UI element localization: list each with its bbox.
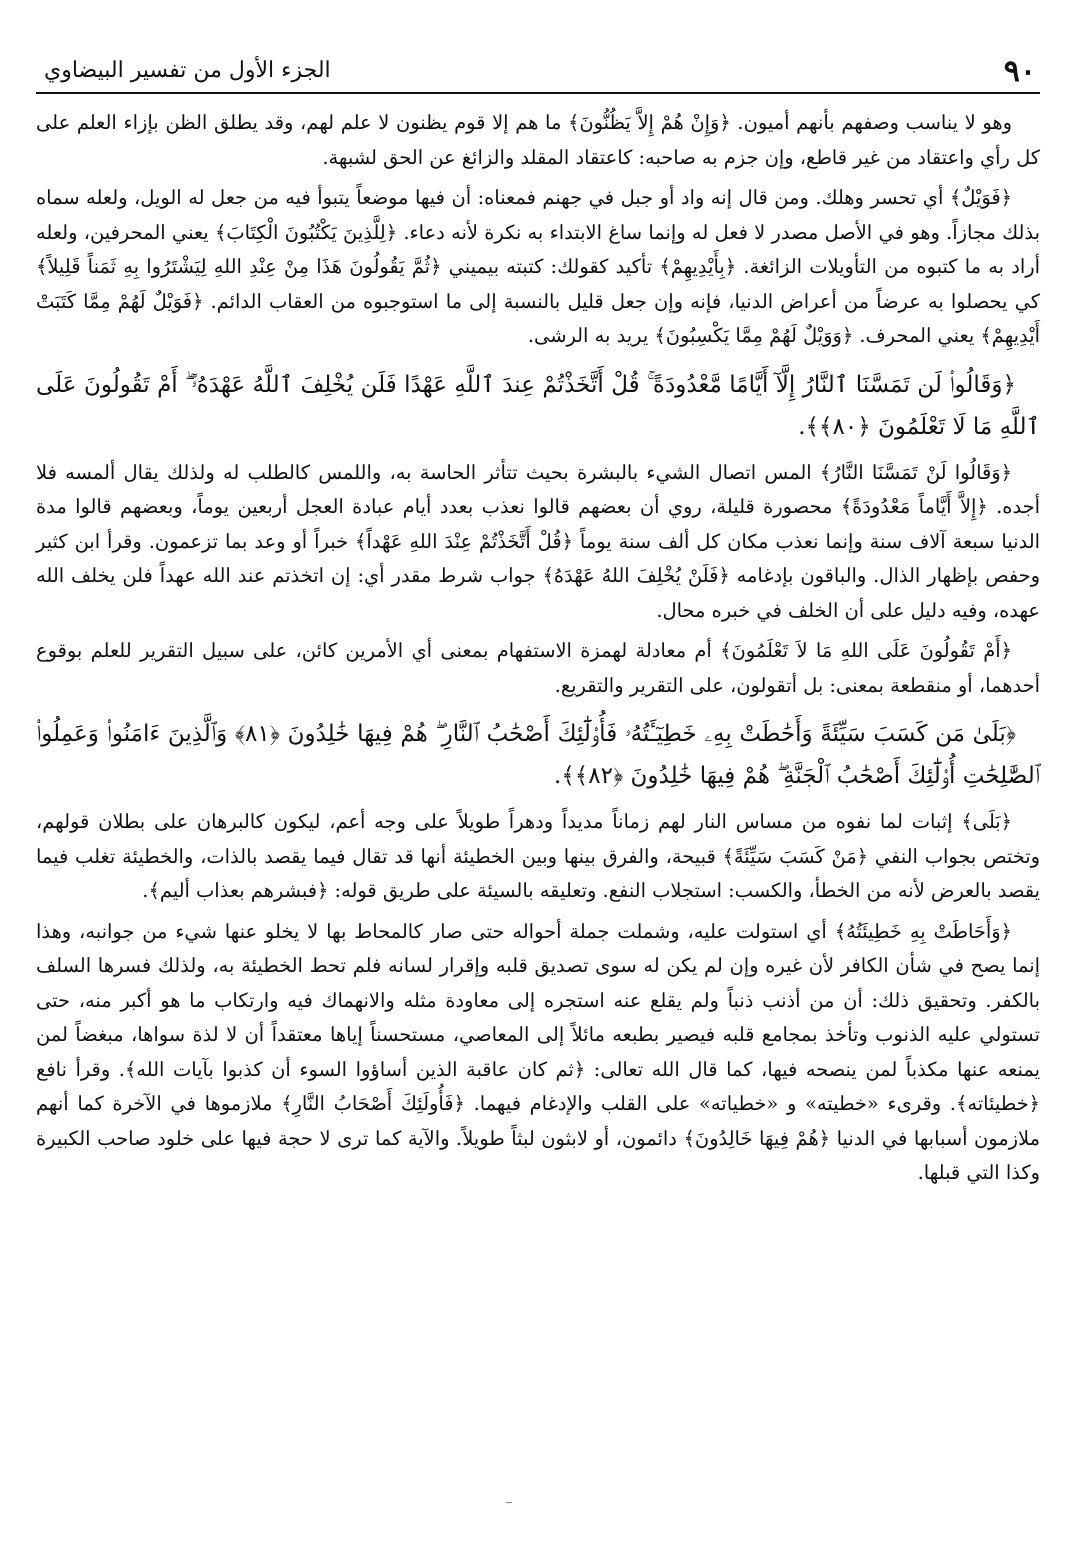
commentary-text: [36, 106, 1040, 1191]
paragraph: ﴿وَأَحَاطَتْ بِهِ خَطِيئَتُهُ﴾ أي استولت عليه، وشملت جملة أحواله حتى صار كالمحاط بها لا يخلو عنها شيء من جوانبه، وهذا إنما يصح في شأن الكافر لأن غيره وإن لم يكن له سوى تصديق قلبه وإقرار لسانه فلم تحط الخطيئة به، ولذلك فسرها السلف بالكفر. وتحقيق ذلك: أن من أذنب ذنباً ولم يقلع عنه استجره إلى معاودة مثله والانهماك فيه وارتكاب ما هو أكبر منه، حتى تستولي عليه الذنوب وتأخذ بمجامع قلبه فيصير بطبعه مائلاً إلى المعاصي، مستحسناً إياها معتقداً أن لا لذة سواها، مبغضاً لمن يمنعه عنها مكذباً لمن ينصحه فيها، كما قال الله تعالى: ﴿ثم كان عاقبة الذين أساؤوا السوء أن كذبوا بآيات الله﴾. وقرأ نافع ﴿خطيئاته﴾. وقرىء «خطيته» و «خطياته» على القلب والإدغام فيهما. ﴿فَأُولَئِكَ أَصْحَابُ النَّارِ﴾ ملازموها في الآخرة كما أنهم ملازمون أسبابها في الدنيا ﴿هُمْ فِيهَا خَالِدُونَ﴾ دائمون، أو لابثون لبثاً طويلاً. والآية كما ترى لا حجة فيها على خلود صاحب الكبيرة وكذا التي قبلها.: [36, 919, 1040, 1184]
paragraph: ﴿فَوَيْلٌ﴾ أي تحسر وهلك. ومن قال إنه واد أو جبل في جهنم فمعناه: أن فيها موضعاً يتبوأ فيه من جعل له الويل، ولعله سماه بذلك مجازاً. وهو في الأصل مصدر لا فعل له وإنما ساغ الابتداء به نكرة لأنه دعاء. ﴿لِلَّذِينَ يَكْتُبُونَ الْكِتَابَ﴾ يعني المحرفين، ولعله أراد به ما كتبوه من التأويلات الزائغة. ﴿بِأَيْدِيهِمْ﴾ تأكيد كقولك: كتبته بيميني ﴿ثُمَّ يَقُولُونَ هَذَا مِنْ عِنْدِ اللهِ لِيَشْتَرُوا بِهِ ثَمَناً قَلِيلاً﴾ كي يحصلوا به عرضاً من أعراض الدنيا، فإنه وإن جعل قليل بالنسبة إلى ما استوجبوه من العقاب الدائم. ﴿فَوَيْلٌ لَهُمْ مِمَّا كَتَبَتْ أَيْدِيهِمْ﴾ يعني المحرف. ﴿وَوَيْلٌ لَهُمْ مِمَّا يَكْسِبُونَ﴾ يريد به الرشى.: [36, 186, 1040, 347]
running-title: الجزء الأول من تفسير البيضاوي: [44, 58, 331, 83]
paragraph: ﴿وَقَالُوا لَنْ تَمَسَّنَا النَّارُ﴾ المس اتصال الشيء بالبشرة بحيث تتأثر الحاسة به، واللمس كالطلب له ولذلك يقال ألمسه فلا أجده. ﴿إِلاَّ أَيَّاماً مَعْدُودَةً﴾ محصورة قليلة، روي أن بعضهم قالوا نعذب بعدد أيام عبادة العجل أربعين يوماً، وبعضهم قالوا مدة الدنيا سبعة آلاف سنة وإنما نعذب مكان كل ألف سنة يوماً ﴿قُلْ أَتَّخَذْتُمْ عِنْدَ اللهِ عَهْداً﴾ خبراً أو وعد بما تزعمون. وقرأ ابن كثير وحفص بإظهار الذال. والباقون بإدغامه ﴿فَلَنْ يُخْلِفَ اللهُ عَهْدَهُ﴾ جواب شرط مقدر أي: إن اتخذتم عند الله عهداً فلن يخلف الله عهده، وفيه دليل على أن الخلف في خبره محال.: [36, 460, 1040, 622]
paragraph: ﴿أَمْ تَقُولُونَ عَلَى اللهِ مَا لاَ تَعْلَمُونَ﴾ أم معادلة لهمزة الاستفهام بمعنى أي الأمرين كائن، على سبيل التقرير للعلم بوقوع أحدهما، أو منقطعة بمعنى: بل أتقولون، على التقرير والتقريع.: [36, 639, 1040, 697]
page-number: ٩٠: [1003, 54, 1036, 89]
quran-verse-80: ﴿وَقَالُوا۟ لَن تَمَسَّنَا ٱلنَّارُ إِلَّآ أَيَّامًا مَّعْدُودَةً ۚ قُلْ أَتَّخَذْتُمْ عِندَ ٱللَّهِ عَهْدًا فَلَن يُخْلِفَ ٱللَّهُ عَهْدَهُۥٓ ۖ أَمْ تَقُولُونَ عَلَى ٱللَّهِ مَا لَا تَعْلَمُونَ ﴿٨٠﴾﴾.: [36, 371, 1040, 440]
print-mark: [506, 1502, 512, 1503]
paragraph: وهو لا يناسب وصفهم بأنهم أميون. ﴿وَإِنْ هُمْ إِلاَّ يَظُنُّونَ﴾ ما هم إلا قوم يظنون لا علم لهم، وقد يطلق الظن بإزاء العلم على كل رأي واعتقاد من غير قاطع، وإن جزم به صاحبه: كاعتقاد المقلد والزائغ عن الحق لشبهة.: [36, 111, 1040, 169]
book-page: [36, 52, 1040, 1197]
page-header: [36, 52, 1040, 94]
paragraph: ﴿بَلَى﴾ إثبات لما نفوه من مساس النار لهم زماناً مديداً ودهراً طويلاً على وجه أعم، ليكون كالبرهان على بطلان قولهم، وتختص بجواب النفي ﴿مَنْ كَسَبَ سَيِّئَةً﴾ قبيحة، والفرق بينها وبين الخطيئة أنها قد تقال فيما يقصد بالذات، والخطيئة تغلب فيما يقصد بالعرض لأنه من الخطأ، والكسب: استجلاب النفع. وتعليقه بالسيئة على طريق قوله: ﴿فبشرهم بعذاب أليم﴾.: [36, 810, 1040, 902]
quran-verse-81-82: ﴿بَلَىٰ مَن كَسَبَ سَيِّئَةً وَأَحَٰطَتْ بِهِۦ خَطِيٓـَٔتُهُۥ فَأُو۟لَٰٓئِكَ أَصْحَٰبُ ٱلنَّارِ ۖ هُمْ فِيهَا خَٰلِدُونَ ﴿٨١﴾ وَٱلَّذِينَ ءَامَنُوا۟ وَعَمِلُوا۟ ٱلصَّٰلِحَٰتِ أُو۟لَٰٓئِكَ أَصْحَٰبُ ٱلْجَنَّةِ ۖ هُمْ فِيهَا خَٰلِدُونَ ﴿٨٢﴾﴾.: [36, 721, 1040, 789]
